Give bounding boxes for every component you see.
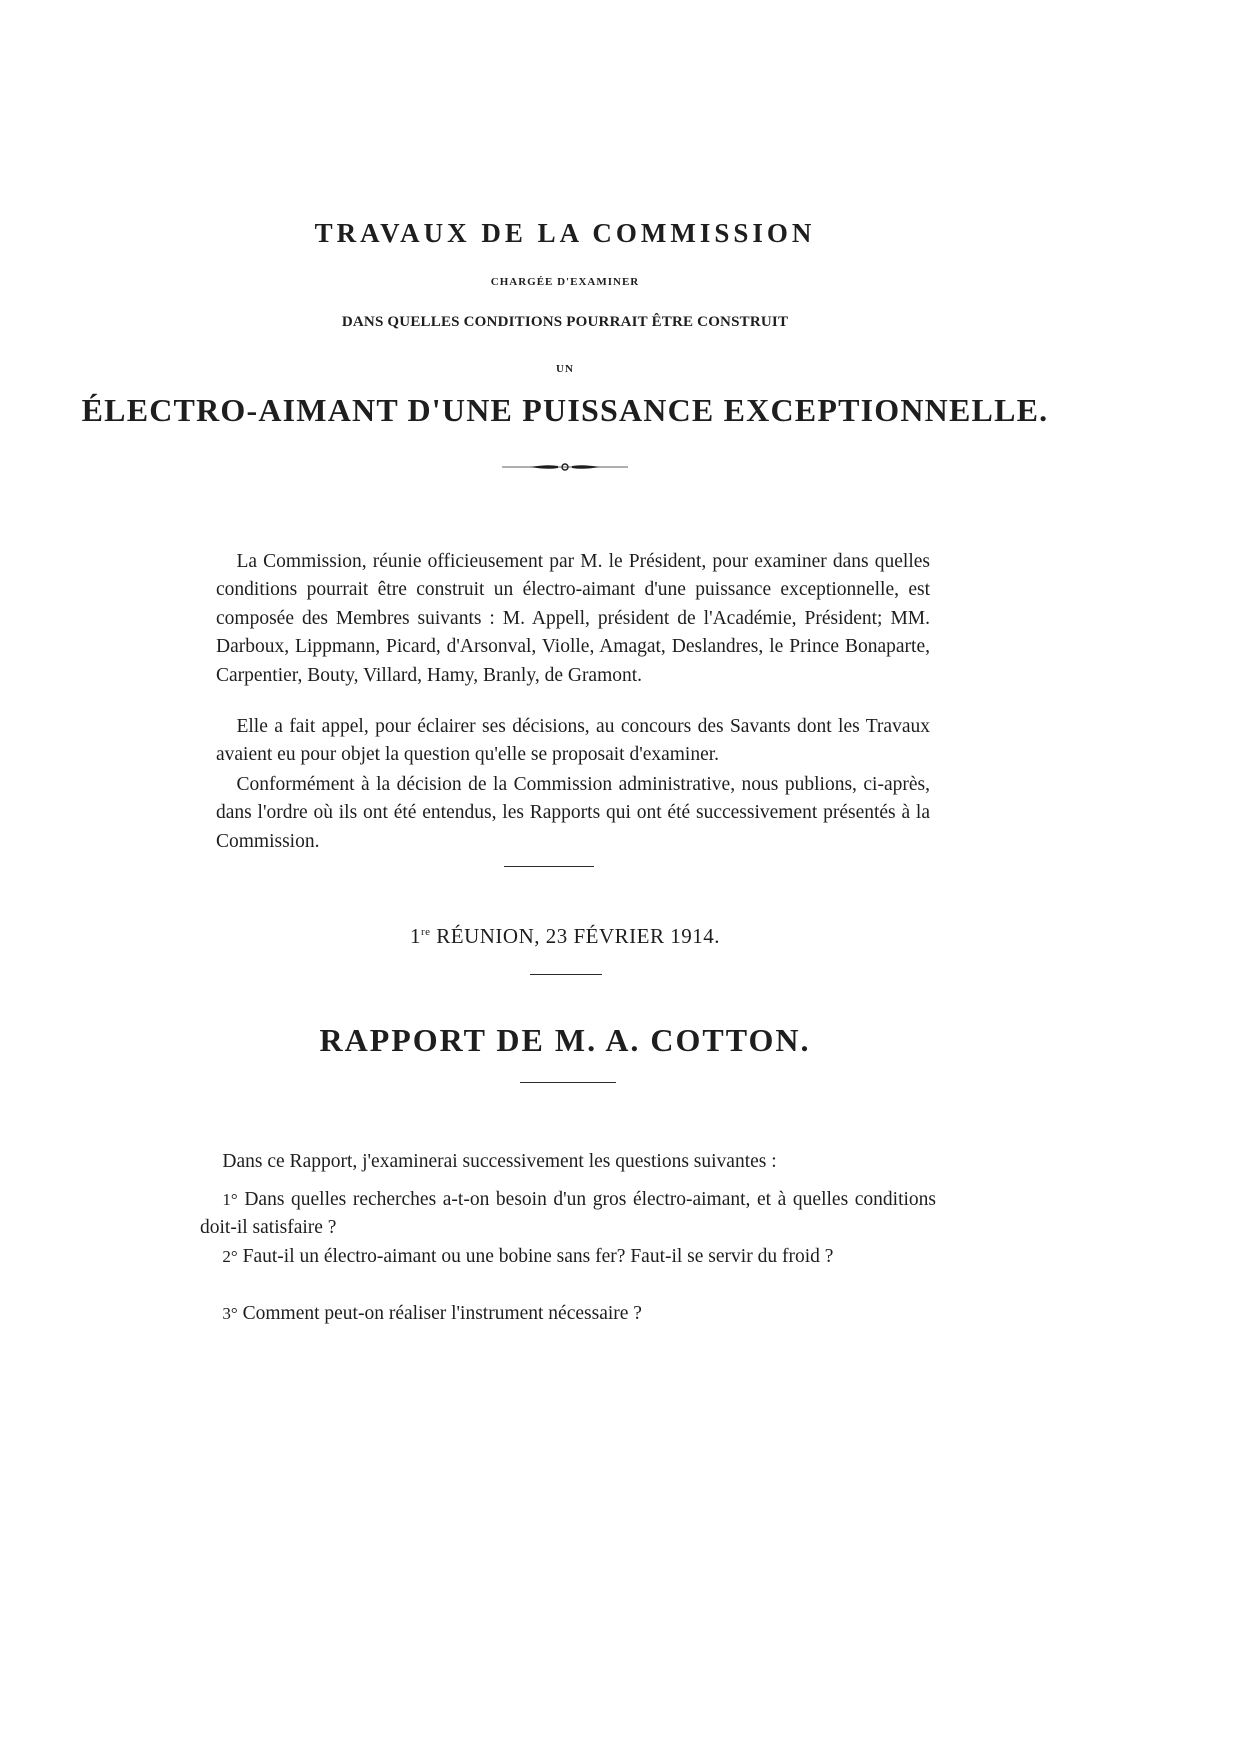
meeting-divider <box>530 974 602 975</box>
report-title: RAPPORT DE M. A. COTTON. <box>319 1022 811 1058</box>
intro-paragraph-2: Elle a fait appel, pour éclairer ses décisions, au concours des Savants dont les Travaux avaient eu pour objet la question qu'elle se proposait d'examiner. <box>216 715 930 766</box>
report-divider <box>520 1082 616 1083</box>
meeting-ordinal: 1re <box>409 924 431 948</box>
subtitle-line-2: DANS QUELLES CONDITIONS POURRAIT ÊTRE CONSTRUIT <box>341 314 789 330</box>
meeting-heading <box>0 924 1130 949</box>
main-title: ÉLECTRO-AIMANT D'UNE PUISSANCE EXCEPTIONNELLE. <box>81 392 1049 428</box>
subtitle-line-1: CHARGÉE D'EXAMINER <box>490 276 640 288</box>
commission-title: TRAVAUX DE LA COMMISSION <box>314 218 816 248</box>
subtitle-line-3: UN <box>556 363 574 375</box>
report-question-1: 1° Dans quelles recherches a-t-on besoin d'un gros électro-aimant, et à quelles conditions doit-il satisfaire ? <box>200 1188 936 1239</box>
report-question-3: 3° Comment peut-on réaliser l'instrument nécessaire ? <box>222 1302 642 1324</box>
intro-paragraph-3: Conformément à la décision de la Commission administrative, nous publions, ci-après, dans l'ordre où ils ont été entendus, les Rapports qui ont été successivement présentés à la Commission. <box>216 773 930 852</box>
meeting-label: RÉUNION, 23 FÉVRIER 1914. <box>436 924 721 948</box>
intro-paragraph-1: La Commission, réunie officieusement par M. le Président, pour examiner dans quelles conditions pourrait être construit un électro-aimant d'une puissance exceptionnelle, est composée des Membres suivants : M. Appell, président de l'Académie, Président; MM. Darboux, Lippmann, Picard, d'Arsonval, Violle, Amagat, Deslandres, le Prince Bonaparte, Carpentier, Bouty, Villard, Hamy, Branly, de Gramont. <box>216 550 930 686</box>
report-question-2: 2° Faut-il un électro-aimant ou une bobine sans fer? Faut-il se servir du froid ? <box>222 1245 834 1267</box>
report-intro: Dans ce Rapport, j'examinerai successivement les questions suivantes : <box>222 1150 777 1172</box>
section-divider <box>504 866 594 867</box>
ornament-divider <box>500 462 630 472</box>
